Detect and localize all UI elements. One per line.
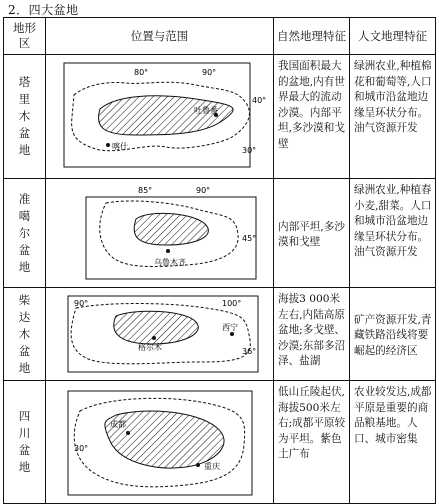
region-name: 四川盆地 [4, 381, 46, 504]
longitude-label: 100° [222, 299, 242, 308]
qaidam-map [46, 288, 274, 380]
city-dot [106, 143, 110, 147]
latitude-label: 30° [74, 444, 89, 453]
header-location: 位置与范围 [46, 18, 274, 55]
table-row [4, 288, 436, 381]
human-features: 绿洲农业,种植棉花和葡萄等,人口和城市沿盆地边缘呈环状分布。油气资源开发 [350, 55, 436, 179]
latitude-label: 45° [242, 234, 257, 243]
natural-features: 海拔3 000米左右,内陆高原盆地;多戈壁、沙漠;东部多沼泽、盐湖 [274, 288, 350, 381]
table-row [4, 381, 436, 504]
desert-area [99, 96, 234, 135]
longitude-label: 80° [134, 68, 149, 77]
longitude-label: 90° [202, 68, 217, 77]
human-features: 矿产资源开发,青藏铁路沿线将要崛起的经济区 [350, 288, 436, 381]
city-dot [196, 463, 200, 467]
header-human: 人文地理特征 [350, 18, 436, 55]
city-label: 吐鲁番 [194, 106, 218, 115]
city-dot [126, 431, 130, 435]
location-map [46, 288, 274, 381]
region-name: 柴达木盆地 [4, 288, 46, 381]
section-title: 2．四大盆地 [8, 3, 79, 17]
city-dot [152, 336, 156, 340]
city-label: 喀什 [112, 142, 128, 151]
desert-area [134, 213, 208, 245]
basins-table [3, 17, 436, 504]
sichuan-map [46, 381, 274, 503]
natural-features: 我国面积最大的盆地,内有世界最大的流动沙漠。内部平坦,多沙漠和戈壁 [274, 55, 350, 179]
desert-area [114, 311, 199, 344]
city-label: 成都 [110, 420, 126, 429]
city-label: 西宁 [222, 323, 238, 332]
human-features: 绿洲农业,种植春小麦,甜菜。人口和城市沿盆地边缘呈环状分布。油气资源开发 [350, 179, 436, 288]
human-features: 农业较发达,成都平原是重要的商品粮基地。人口、城市密集 [350, 381, 436, 504]
tarim-map [46, 55, 274, 178]
table-row [4, 179, 436, 288]
city-dot [166, 249, 170, 253]
latitude-label: 40° [252, 96, 267, 105]
junggar-map [46, 179, 274, 287]
city-label: 乌鲁木齐 [154, 258, 186, 267]
latitude-label: 36° [242, 347, 257, 356]
header-natural: 自然地理特征 [274, 18, 350, 55]
longitude-label: 85° [138, 186, 153, 195]
region-name: 塔里木盆地 [4, 55, 46, 179]
region-name: 准噶尔盆地 [4, 179, 46, 288]
natural-features: 低山丘陵起伏,海拔500米左右;成都平原较为平坦。紫色土广布 [274, 381, 350, 504]
location-map [46, 381, 274, 504]
city-dot [230, 332, 234, 336]
location-map [46, 55, 274, 179]
longitude-label: 90° [74, 299, 89, 308]
latitude-label: 30° [242, 146, 257, 155]
table-row [4, 55, 436, 179]
city-label: 格尔木 [138, 343, 162, 352]
header-row [4, 18, 436, 55]
city-label: 重庆 [204, 462, 220, 471]
header-region: 地形区 [4, 18, 46, 55]
natural-features: 内部平坦,多沙漠和戈壁 [274, 179, 350, 288]
location-map [46, 179, 274, 288]
longitude-label: 90° [196, 186, 211, 195]
